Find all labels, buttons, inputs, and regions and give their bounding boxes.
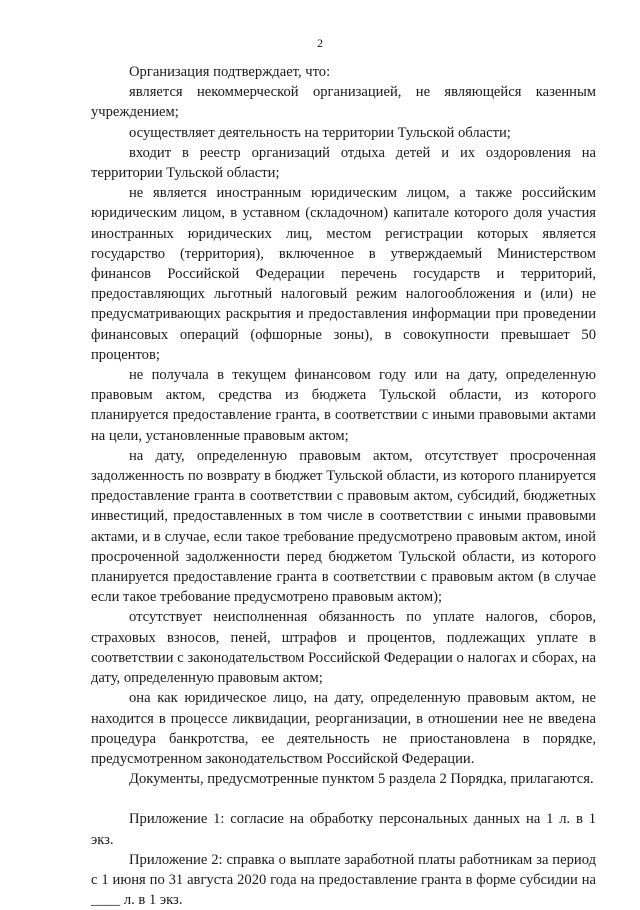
- paragraph-tax-obligations: отсутствует неисполненная обязанность по уплате налогов, сборов, страховых взносов, пеней, штрафов и процентов, подлежащих уплате в соответствии с законодательством Российской Федерации о налогах и сборах, на дату, определенную правовым актом;: [91, 609, 596, 687]
- paragraph-territory: осуществляет деятельность на территории Тульской области;: [129, 124, 511, 141]
- paragraph-overdue-debt: на дату, определенную правовым актом, отсутствует просроченная задолженность по возврату в бюджет Тульской области, из которого планируется предоставление гранта в соответствии с правовым актом, субсидий, бюджетных инвестиций, предоставленных в том числе в соответствии с иными правовыми актами, и в случае, если такое требование предусмотрено правовым актом, иной просроченной задолженности перед бюджетом Тульской области, из которого планируется предоставление гранта в соответствии с правовым актом (в случае если такое требование предусмотрено правовым актом);: [91, 447, 596, 606]
- paragraph-documents: Документы, предусмотренные пунктом 5 раздела 2 Порядка, прилагаются.: [129, 771, 594, 788]
- attachment-2: Приложение 2: справка о выплате заработной платы работникам за период с 1 июня по 31 августа 2020 года на предоставление гранта в форме субсидии на ____ л. в 1 экз.: [91, 851, 596, 909]
- paragraph-foreign-entity: не является иностранным юридическим лицом, а также российским юридическим лицом, в уставном (складочном) капитале которого доля участия иностранных юридических лиц, местом регистрации которых является государство (территория), включенное в утверждаемый Министерством финансов Российской Федерации перечень государств и территорий, предоставляющих льготный налоговый режим налогообложения и (или) не предусматривающих раскрытия и предоставления информации при проведении финансовых операций (офшорные зоны), в совокупности превышает 50 процентов;: [91, 185, 596, 363]
- paragraph-liquidation: она как юридическое лицо, на дату, определенную правовым актом, не находится в процессе ликвидации, реорганизации, в отношении нее не введена процедура банкротства, ее деятельность не приостановлена в порядке, предусмотренном законодательством Российской Федерации.: [91, 690, 596, 767]
- paragraph-noncommercial: является некоммерческой организацией, не являющейся казенным учреждением;: [91, 84, 596, 121]
- paragraph-registry: входит в реестр организаций отдыха детей и их оздоровления на территории Тульской области;: [91, 144, 596, 182]
- paragraph-budget-funds: не получала в текущем финансовом году или на дату, определенную правовым актом, средства из бюджета Тульской области, из которого планируется предоставление гранта, в соответствии с иными правовыми актами на цели, установленные правовым актом;: [91, 367, 596, 444]
- page-number: 2: [317, 36, 323, 50]
- intro-paragraph: Организация подтверждает, что:: [129, 64, 331, 80]
- document-body: [91, 62, 596, 910]
- attachment-1: Приложение 1: согласие на обработку персональных данных на 1 л. в 1 экз.: [91, 811, 596, 848]
